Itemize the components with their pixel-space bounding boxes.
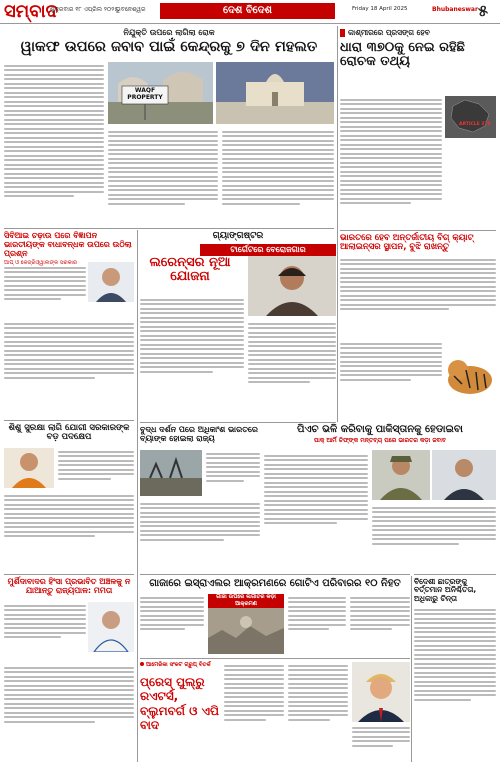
gangster-banner: ଟାର୍ଗେଟରେ ବେରୋଜଗାର — [200, 244, 336, 256]
official-photo — [432, 450, 496, 500]
press-body-b — [288, 662, 348, 758]
gangster-headline-wrap — [140, 256, 240, 285]
bank-body-a — [206, 450, 260, 500]
yogi-headline: ଶିଶୁ ସୁରକ୍ଷା ଲାଗି ଯୋଗୀ ସରକାରଙ୍କ ବଡ଼ ପଦକ୍ଷେପ — [8, 423, 130, 443]
article370-kicker: କାଶ୍ମୀରରେ ପ୍ରସଙ୍ଗ ହେବ — [340, 28, 496, 38]
lead-headline: ୱାକଫ ଉପରେ ଜବାବ ପାଇଁ କେନ୍ଦ୍ରକୁ ୭ ଦିନ ମହଲତ — [20, 39, 318, 55]
press-story — [140, 662, 220, 733]
visa-body — [414, 606, 496, 760]
mamata-photo — [88, 602, 134, 652]
lead-story — [4, 28, 334, 56]
bigcat-body-top — [340, 256, 496, 340]
gaza-body-c — [350, 594, 410, 654]
mamata-body-b — [4, 664, 134, 760]
gaza-story — [140, 578, 410, 589]
city-english: Bhubaneswar — [432, 6, 478, 13]
press-body-c — [352, 724, 410, 760]
bigcat-headline: ଭାରତରେ ହେବ ଅନ୍ତର୍ଜାତୀୟ ବିଗ୍ କ୍ୟାଟ୍ ଆଲାଇନ୍ସର ସ୍ଥାପନ, ବୁଝି ରାଖନ୍ତୁ — [340, 233, 474, 253]
map-label: ARTICLE 370 — [459, 122, 491, 127]
bank-photo — [140, 450, 202, 496]
lead-body-col1 — [4, 62, 104, 222]
bigcat-story — [340, 234, 496, 253]
bank-story — [140, 426, 260, 444]
cbi-headline: ସିବିଆଇ ଚଢ଼ାଉ ପରେ ବିଜ୍ଞାପନ ଭାରତୀୟଙ୍କ ବାଧାବନ୍ଧକ ଉପରେ ଉଠିଲା ପ୍ରଶ୍ନ — [4, 231, 132, 258]
kejriwal-photo — [88, 262, 134, 302]
pak-story — [264, 424, 496, 445]
bank-headline: ବୁଦ୍ଧ ଦର୍ଶନ ପରେ ଅଧିକାଂଶ ଭାରତରେ ବ୍ୟାଙ୍କ ହୋଇଲା ରାଜ୍ୟ — [140, 425, 258, 443]
lead-body-col3 — [222, 128, 334, 222]
pak-body-a — [264, 452, 368, 570]
article370-headline: ଧାରା ୩୭୦କୁ ନେଇ ରହିଛି ରୋଚକ ତଥ୍ୟ — [340, 40, 465, 70]
pak-army-chief-photo — [372, 450, 430, 500]
yogi-body-b — [4, 492, 134, 568]
gangster-kicker: ଗ୍ୟାଙ୍ଗଷ୍ଟର — [212, 231, 264, 241]
lawrence-photo — [248, 256, 336, 316]
trump-photo — [352, 662, 410, 722]
cbi-body-b — [4, 320, 134, 414]
pak-subhead: ପାକ୍ ଆର୍ମି ଚିଫ୍‌ଙ୍କ ମନ୍ତବ୍ୟ ପରେ ଭାରତର କଡ଼ା ଜବାବ — [313, 437, 447, 444]
pak-headline: ପିଏଚ ଭଳି କରିବାକୁ ପାକିସ୍ତାନକୁ ହେଡାଇବା — [297, 424, 463, 435]
supreme-court-photo — [216, 62, 334, 124]
cbi-body-a — [4, 264, 86, 320]
gaza-body-a — [140, 594, 204, 654]
pak-body-b — [372, 504, 496, 570]
article370-map — [445, 96, 496, 138]
article370-story — [340, 28, 496, 70]
dateline-english: Friday 18 April 2025 — [352, 6, 408, 12]
gaza-photo — [208, 608, 284, 654]
visa-story — [414, 578, 496, 603]
waqf-sign-text: WAQF PROPERTY — [127, 87, 163, 101]
page-number: ୫ — [478, 1, 488, 20]
gaza-body-b — [288, 594, 346, 654]
yogi-body-a — [58, 448, 134, 494]
mamata-headline: ମୁର୍ଶିଦାବାଦର ହିଂସା ପ୍ରଭାବିତ ଅଞ୍ଚଳକୁ ନ ଯାଆନ୍ତୁ ରାଜ୍ୟପାଳ: ମମତା — [7, 577, 131, 595]
yogi-photo — [4, 448, 54, 488]
gangster-body-a — [140, 296, 244, 420]
mamata-story — [4, 578, 134, 596]
mamata-body-a — [4, 602, 86, 662]
dateline-odia: ଶୁକ୍ରବାର ୧୮ ଏପ୍ରିଲ ୨୦୨୫ — [50, 6, 118, 13]
cbi-subhead: ଆପ୍ ଓ କେଜ୍ରିଓ୍ୱାଲଙ୍କ ସରକାର — [4, 260, 78, 267]
tiger-photo — [444, 340, 496, 404]
section-banner: ଦେଶ ବିଦେଶ — [160, 3, 335, 19]
waqf-photo — [108, 62, 213, 124]
gangster-body-b — [248, 320, 336, 420]
press-headline: ପ୍ରେସ୍ ପୁଲ୍‌ରୁ ରଏଟର୍ସ, ବ୍ଲୁମବର୍ଗ ଓ ଏପି ବାଦ — [140, 675, 220, 733]
gangster-headline: ଲରେନ୍ସର ନୂଆ ଯୋଜନା — [149, 255, 231, 285]
press-kicker: ଆମେରିକା ସଂକଟ ଗ୍ରୁପ୍ ବିତର୍କ — [140, 662, 220, 669]
gaza-headline: ଗାଜାରେ ଇସ୍ରାଏଲର ଆକ୍ରମଣରେ ଗୋଟିଏ ପରିବାରର ୧୦ ନିହତ — [149, 578, 401, 589]
masthead — [0, 0, 500, 24]
lead-body-col2 — [108, 128, 218, 222]
yogi-story — [4, 424, 134, 443]
city-odia: ଭୁବନେଶ୍ୱର — [116, 6, 146, 13]
gaza-inset-banner: ଗାଜା ଉପରେ ଲଗାତର କଡ଼ା ଆକ୍ରମଣ — [208, 594, 284, 608]
visa-headline: ବିଦେଶୀ ଛାତ୍ରଙ୍କୁ ବର୍ତ୍ତମାନ ଅନିଶ୍ଚିତତା, ଅଧିକାରୁ ଚିନ୍ତା — [414, 577, 477, 603]
newspaper-logo: ସମ୍ବାଦ — [4, 1, 58, 22]
lead-kicker: ନିଯୁକ୍ତି ଉପରେ ଲାଗିଲା ରୋକ — [123, 28, 215, 37]
article370-body — [340, 96, 442, 226]
bank-body-b — [140, 500, 260, 570]
press-body-a — [224, 662, 284, 758]
bigcat-body-bottom — [340, 340, 442, 404]
